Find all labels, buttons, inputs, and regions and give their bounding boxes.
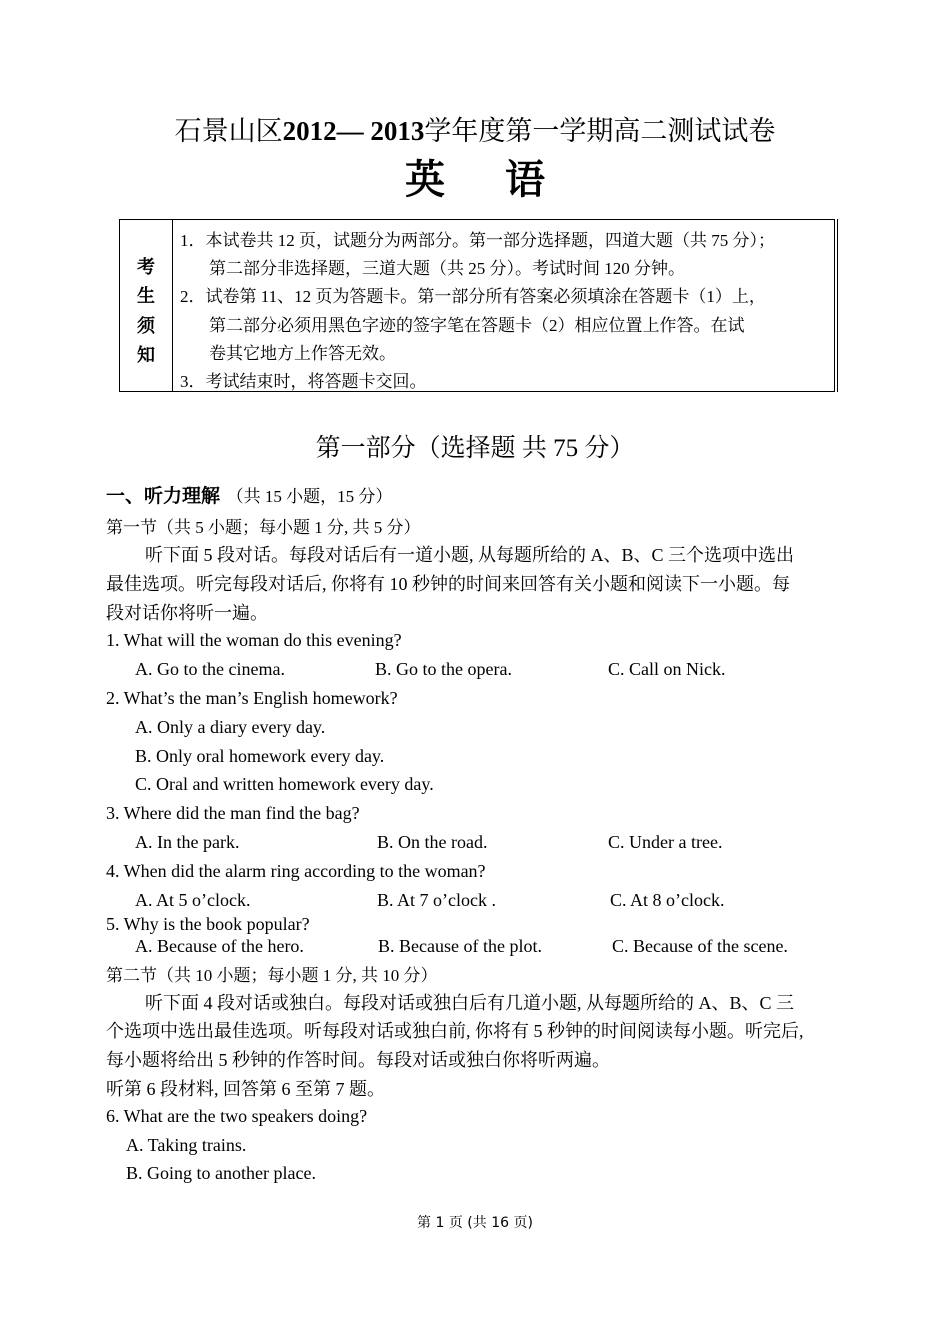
option-a: A. Only a diary every day. bbox=[135, 717, 326, 737]
question-text: 6. What are the two speakers doing? bbox=[106, 1106, 368, 1126]
question-text: 2. What’s the man’s English homework? bbox=[106, 688, 398, 708]
title-years: 2012— 2013 bbox=[282, 116, 425, 146]
section-heading bbox=[106, 481, 392, 508]
subsection-heading: 第二节（共 10 小题；每小题 1 分, 共 10 分） bbox=[106, 966, 438, 985]
notice-label-char: 生 bbox=[137, 286, 155, 307]
option-a: A. Go to the cinema. bbox=[135, 659, 285, 679]
notice-label-char: 须 bbox=[137, 316, 155, 337]
instruction-line: 个选项中选出最佳选项。听每段对话或独白前, 你将有 5 秒钟的时间阅读每小题。听完后, bbox=[106, 1021, 804, 1041]
option-a: A. Taking trains. bbox=[126, 1135, 247, 1155]
instruction-line: 段对话你将听一遍。 bbox=[106, 603, 268, 623]
option-b: B. Go to the opera. bbox=[375, 659, 512, 679]
subsection-heading: 第一节（共 5 小题；每小题 1 分, 共 5 分） bbox=[106, 518, 421, 537]
subject-title bbox=[0, 148, 950, 205]
subject-char-2: 语 bbox=[505, 157, 545, 203]
instruction-line: 每小题将给出 5 秒钟的作答时间。每段对话或独白你将听两遍。 bbox=[106, 1050, 610, 1070]
option-c: C. Oral and written homework every day. bbox=[135, 774, 434, 794]
title-suffix: 学年度第一学期高二测试试卷 bbox=[424, 116, 776, 146]
notice-line: 卷其它地方上作答无效。 bbox=[209, 344, 396, 363]
exam-notice-box bbox=[119, 219, 835, 392]
question-text: 1. What will the woman do this evening? bbox=[106, 630, 402, 650]
option-b: B. Because of the plot. bbox=[378, 936, 542, 956]
section-note: （共 15 小题，15 分） bbox=[226, 487, 393, 506]
question-text: 5. Why is the book popular? bbox=[106, 914, 310, 934]
exam-title bbox=[0, 109, 950, 148]
material-note: 听第 6 段材料, 回答第 6 至第 7 题。 bbox=[106, 1079, 385, 1099]
instruction-line: 最佳选项。听完每段对话后, 你将有 10 秒钟的时间来回答有关小题和阅读下一小题。每 bbox=[106, 574, 790, 594]
section-title: 一、听力理解 bbox=[106, 485, 221, 507]
option-c: C. Under a tree. bbox=[608, 832, 723, 852]
option-c: C. Because of the scene. bbox=[612, 936, 788, 956]
notice-line: 第二部分非选择题，三道大题（共 25 分）。考试时间 120 分钟。 bbox=[209, 259, 685, 278]
option-b: B. Going to another place. bbox=[126, 1163, 316, 1183]
notice-line: 第二部分必须用黑色字迹的签字笔在答题卡（2）相应位置上作答。在试 bbox=[209, 316, 745, 335]
page-footer: 第 1 页 (共 16 页) bbox=[417, 1215, 533, 1231]
title-prefix: 石景山区 bbox=[174, 116, 283, 146]
option-b: B. At 7 o’clock . bbox=[377, 890, 496, 910]
question-text: 3. Where did the man find the bag? bbox=[106, 803, 360, 823]
option-c: C. Call on Nick. bbox=[608, 659, 726, 679]
part-heading: 第一部分（选择题 共 75 分） bbox=[315, 435, 635, 462]
option-b: B. Only oral homework every day. bbox=[135, 746, 385, 766]
notice-label-column bbox=[120, 220, 173, 391]
option-c: C. At 8 o’clock. bbox=[610, 890, 725, 910]
notice-line: 2．试卷第 11、12 页为答题卡。第一部分所有答案必须填涂在答题卡（1）上， bbox=[180, 287, 766, 306]
instruction-line: 听下面 5 段对话。每段对话后有一道小题, 从每题所给的 A、B、C 三个选项中选出 bbox=[145, 545, 795, 565]
notice-label-char: 考 bbox=[137, 257, 155, 278]
option-b: B. On the road. bbox=[377, 832, 488, 852]
notice-line: 1．本试卷共 12 页，试题分为两部分。第一部分选择题，四道大题（共 75 分）； bbox=[180, 231, 775, 250]
option-a: A. Because of the hero. bbox=[135, 936, 304, 956]
subject-char-1: 英 bbox=[405, 157, 445, 203]
question-text: 4. When did the alarm ring according to the woman? bbox=[106, 861, 486, 881]
option-a: A. In the park. bbox=[135, 832, 240, 852]
notice-line: 3．考试结束时，将答题卡交回。 bbox=[180, 372, 427, 391]
instruction-line: 听下面 4 段对话或独白。每段对话或独白后有几道小题, 从每题所给的 A、B、C 三 bbox=[145, 993, 795, 1013]
notice-label-char: 知 bbox=[137, 345, 155, 366]
option-a: A. At 5 o’clock. bbox=[135, 890, 251, 910]
